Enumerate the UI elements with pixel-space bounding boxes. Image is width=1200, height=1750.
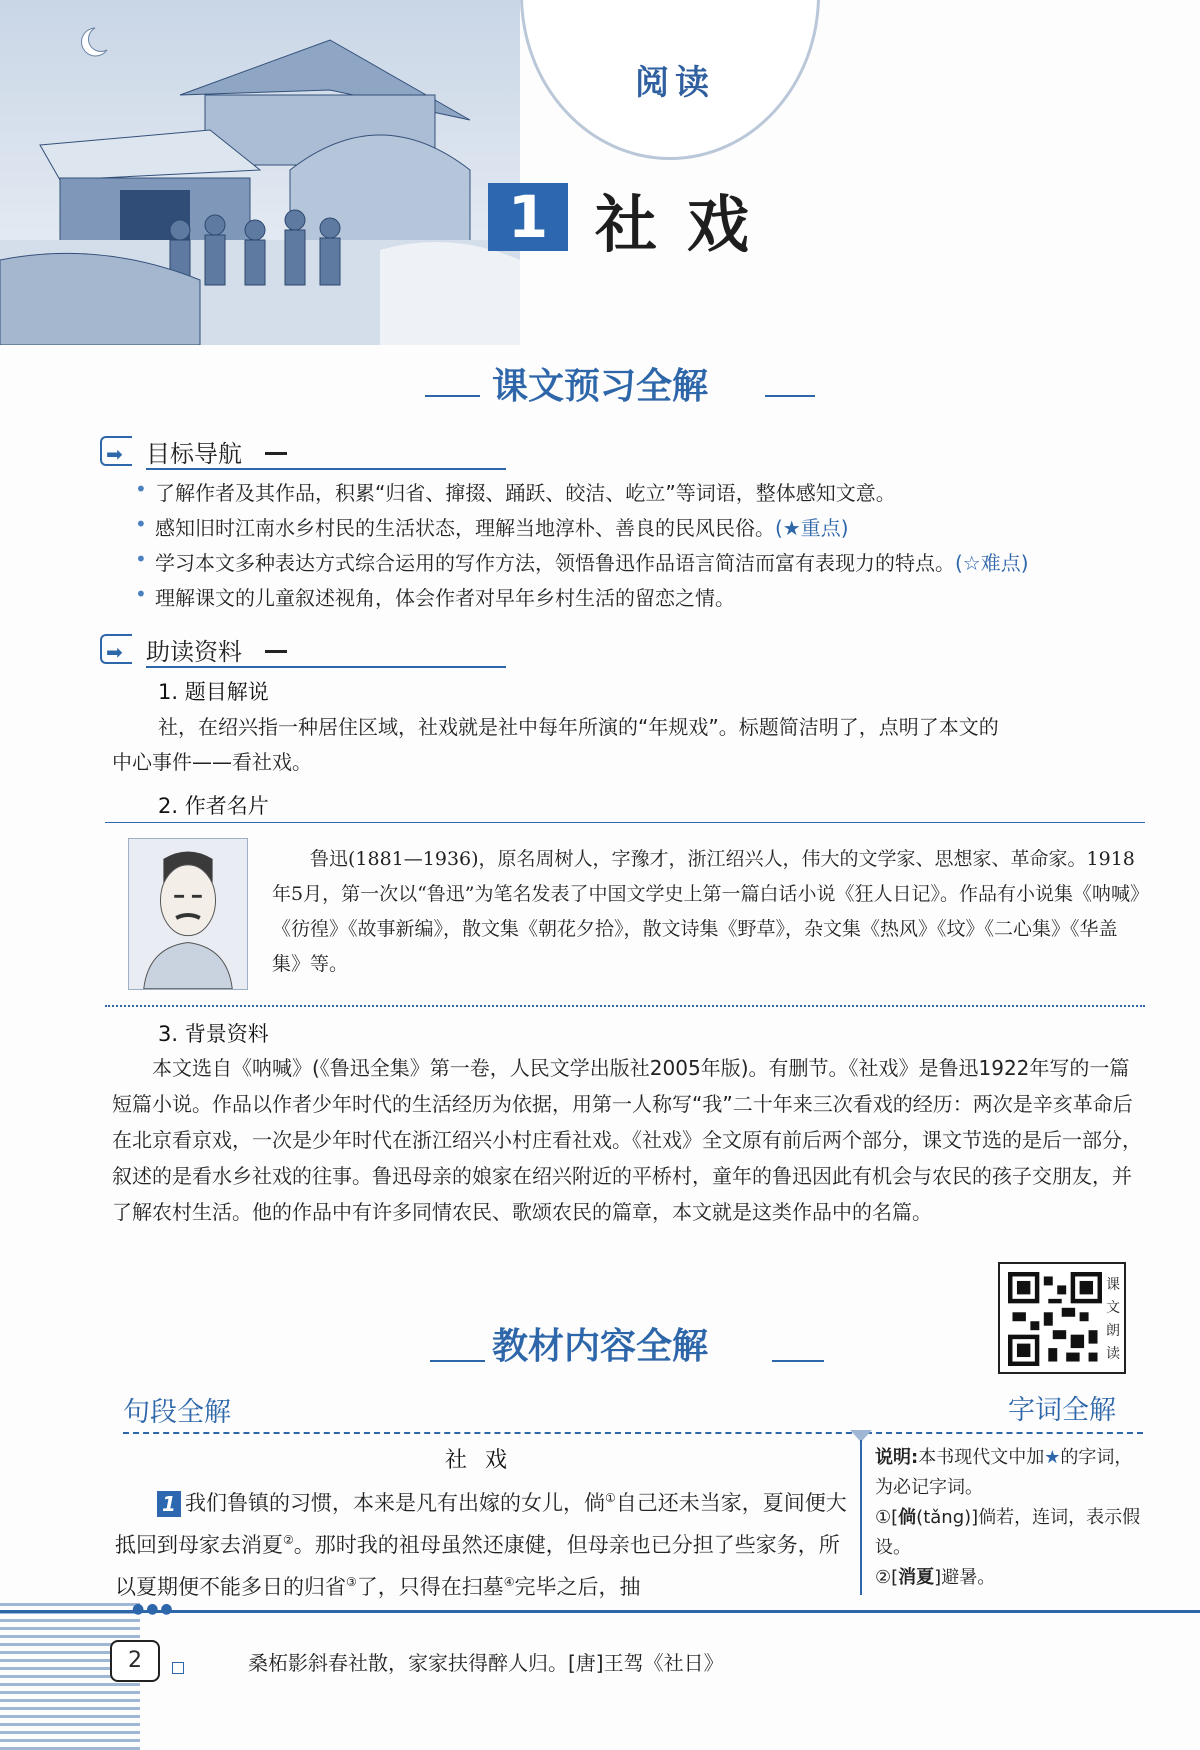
- header-underline: [146, 468, 506, 470]
- page-square-icon: [172, 1662, 184, 1674]
- gloss-item: ②[消夏]避暑。: [875, 1567, 996, 1588]
- goal-item: • 学习本文多种表达方式综合运用的写作方法，领悟鲁迅作品语言简洁而富有表现力的特点。(☆难点): [155, 547, 1029, 576]
- preview-section-title: 课文预习全解: [491, 366, 708, 407]
- header-dash: [265, 452, 287, 455]
- unit-label: 阅读: [635, 63, 715, 103]
- footer-line: [0, 1610, 1200, 1613]
- lesson-number: 1: [488, 183, 568, 251]
- goal-item: • 理解课文的儿童叙述视角，体会作者对早年乡村生活的留恋之情。: [155, 582, 735, 611]
- paragraph-number: 1: [157, 1491, 181, 1517]
- footnote-marker: ③: [346, 1575, 357, 1589]
- footer-dots: ●●●: [132, 1601, 175, 1617]
- footnote-marker: ②: [283, 1533, 294, 1547]
- star-icon: ★: [1044, 1447, 1061, 1468]
- goal-tag: (☆难点): [955, 551, 1029, 575]
- goals-title: 目标导航: [146, 440, 242, 468]
- author-heading: 2. 作者名片: [158, 794, 269, 818]
- title-explain-line1: 社，在绍兴指一种居住区域，社戏就是社中每年所演的“年规戏”。标题简洁明了，点明了本文的: [158, 715, 999, 739]
- header-underline: [146, 666, 506, 668]
- dashed-divider: [123, 1432, 1143, 1434]
- glossary-note: 说明:本书现代文中加★的字词，为必记字词。: [875, 1447, 1133, 1498]
- sentence-analysis-heading: 句段全解: [123, 1397, 231, 1428]
- section-line-right: [765, 395, 815, 397]
- author-portrait: [128, 838, 248, 990]
- body-paragraph: 1 我们鲁镇的习惯，本来是凡有出嫁的女儿，倘①自己还未当家，夏间便大抵回到母家去消夏②。那时我的祖母虽然还康健，但母亲也已分担了些家务，所以夏期便不能多日的归省③了，只得在扫墓④完毕之后，抽: [115, 1491, 847, 1599]
- goal-item: • 感知旧时江南水乡村民的生活状态，理解当地淳朴、善良的民风民俗。(★重点): [155, 512, 849, 541]
- preview-section-header: [0, 358, 1200, 409]
- qr-label: 课文朗读: [1106, 1277, 1120, 1362]
- arrow-icon: ➡: [100, 436, 132, 466]
- footer-quote: 桑柘影斜春社散，家家扶得醉人归。[唐]王驾《社日》: [248, 1651, 724, 1675]
- header-illustration: [0, 0, 520, 345]
- page-number: 2: [110, 1640, 160, 1682]
- author-top-line: [105, 822, 1145, 823]
- word-analysis-heading: 字词全解: [1008, 1395, 1116, 1426]
- goal-item: • 了解作者及其作品，积累“归省、撺掇、踊跃、皎洁、屹立”等词语，整体感知文意。: [155, 477, 896, 506]
- author-bottom-line: [105, 1005, 1145, 1007]
- header-dash: [265, 650, 287, 653]
- footnote-marker: ①: [605, 1491, 616, 1505]
- lesson-title: 社戏: [595, 188, 780, 261]
- content-section-header: [0, 1318, 1200, 1369]
- footnote-marker: ④: [503, 1575, 515, 1589]
- gloss-item: ①[倘(tǎng)]倘若，连词，表示假设。: [875, 1507, 1141, 1558]
- title-explain-line2: 中心事件——看社戏。: [112, 750, 312, 774]
- content-section-title: 教材内容全解: [491, 1326, 708, 1367]
- author-text: 鲁迅(1881—1936)，原名周树人，字豫才，浙江绍兴人，伟大的文学家、思想家、革命家。1918年5月，第一次以“鲁迅”为笔名发表了中国文学史上第一篇白话小说《狂人日记》。作品有小说集《呐喊》《彷徨》《故事新编》，散文集《朝花夕拾》，散文诗集《野草》，杂文集《热风》《坟》《二心集》《华盖集》等。: [272, 848, 1140, 975]
- column-divider: [860, 1440, 862, 1595]
- title-explain-heading: 1. 题目解说: [158, 680, 269, 704]
- section-line-right: [772, 1360, 824, 1362]
- goal-tag: (★重点): [775, 516, 849, 540]
- text-title: 社戏: [445, 1448, 526, 1473]
- arrow-icon: ➡: [100, 634, 132, 664]
- background-heading: 3. 背景资料: [158, 1022, 269, 1046]
- aids-title: 助读资料: [146, 638, 242, 666]
- background-text: 本文选自《呐喊》(《鲁迅全集》第一卷，人民文学出版社2005年版)。有删节。《社戏》是鲁迅1922年写的一篇短篇小说。作品以作者少年时代的生活经历为依据，用第一人称写“我”二十年来三次看戏的经历：两次是辛亥革命后在北京看京戏，一次是少年时代在浙江绍兴小村庄看社戏。《社戏》全文原有前后两个部分，课文节选的是后一部分，叙述的是看水乡社戏的往事。鲁迅母亲的娘家在绍兴附近的平桥村，童年的鲁迅因此有机会与农民的孩子交朋友，并了解农村生活。他的作品中有许多同情农民、歌颂农民的篇章，本文就是这类作品中的名篇。: [112, 1056, 1142, 1224]
- glossary: [875, 1443, 1150, 1593]
